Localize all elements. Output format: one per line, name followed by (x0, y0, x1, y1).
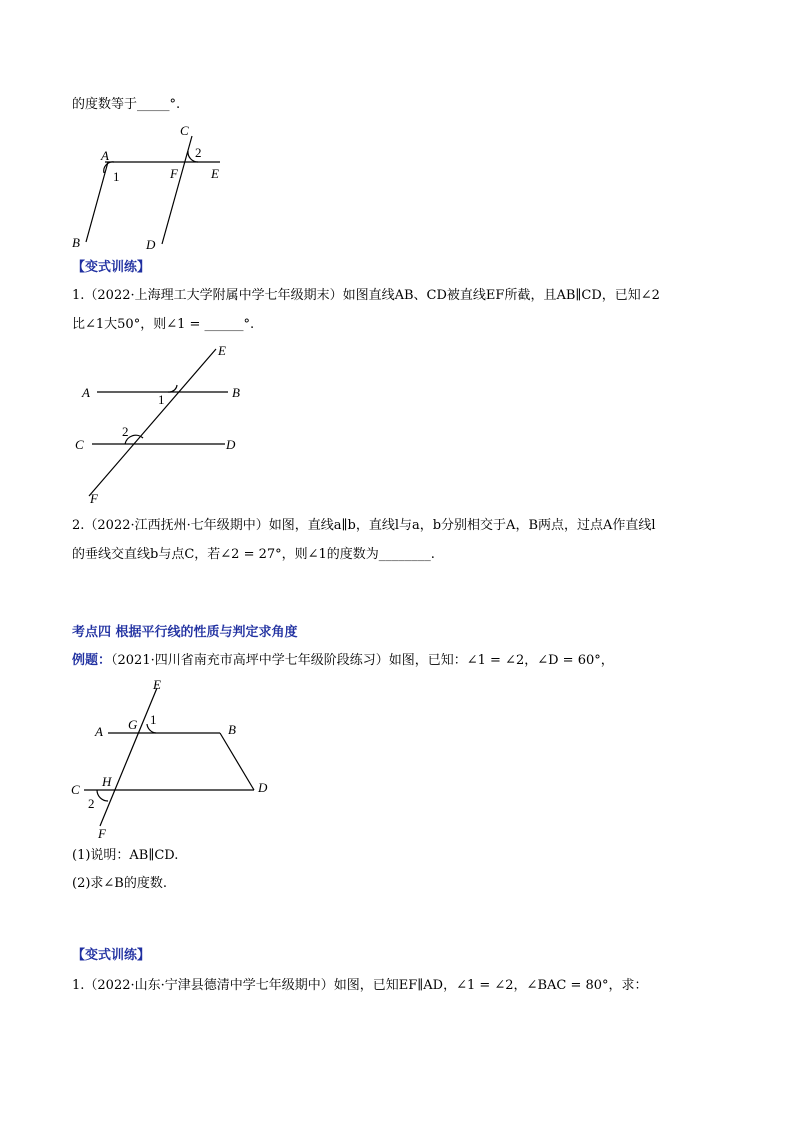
label-C: C (75, 437, 84, 452)
question-text: 2.（2022·江西抚州·七年级期中）如图，直线a∥b，直线l与a，b分别相交于A，B两点，过点A作直线l (72, 518, 656, 533)
label-B: B (72, 235, 80, 250)
label-D: D (226, 437, 236, 452)
label-F: F (98, 826, 106, 841)
topic-heading: 考点四 根据平行线的性质与判定求角度 (72, 625, 298, 640)
label-C: C (180, 123, 189, 138)
question-text: 的垂线交直线b与点C，若∠2 = 27°，则∠1的度数为________. (72, 547, 435, 562)
label-2: 2 (122, 424, 129, 439)
label-G: G (128, 717, 138, 732)
section-heading: 【变式训练】 (72, 260, 151, 275)
sub-question: (2)求∠B的度数. (72, 876, 167, 891)
example-body: （2021·四川省南充市高坪中学七年级阶段练习）如图，已知：∠1 = ∠2，∠D = 60°， (111, 653, 614, 668)
label-2: 2 (195, 145, 202, 160)
angle-2-arc (97, 790, 108, 801)
label-B: B (232, 385, 240, 400)
question-text: 1.（2022·上海理工大学附属中学七年级期末）如图直线AB、CD被直线EF所截，且AB∥CD，已知∠2 (72, 288, 660, 303)
label-1: 1 (150, 712, 157, 727)
sub-question: (1)说明：AB∥CD. (72, 848, 179, 863)
section-heading: 【变式训练】 (72, 948, 151, 963)
text-line: 的度数等于_____°. (72, 97, 181, 112)
label-A: A (82, 385, 90, 400)
label-2: 2 (88, 796, 95, 811)
label-E: E (153, 677, 161, 692)
label-F: F (90, 491, 98, 506)
label-F: F (170, 166, 178, 181)
label-D: D (258, 780, 268, 795)
label-E: E (218, 343, 226, 358)
label-B: B (228, 722, 236, 737)
label-E: E (211, 166, 219, 181)
label-A: A (95, 724, 103, 739)
label-A: A (101, 148, 109, 163)
question-text: 1.（2022·山东·宁津县德清中学七年级期中）如图，已知EF∥AD，∠1 = ∠2，∠BAC = 80°，求： (72, 978, 648, 993)
label-D: D (146, 237, 156, 252)
line-EF (100, 688, 157, 826)
label-C: C (71, 782, 80, 797)
segment-BD (220, 733, 254, 790)
example-label: 例题： (72, 653, 112, 668)
label-1: 1 (113, 169, 120, 184)
label-1: 1 (158, 392, 165, 407)
label-H: H (102, 774, 112, 789)
question-text: 比∠1大50°，则∠1 = ______°. (72, 317, 255, 332)
